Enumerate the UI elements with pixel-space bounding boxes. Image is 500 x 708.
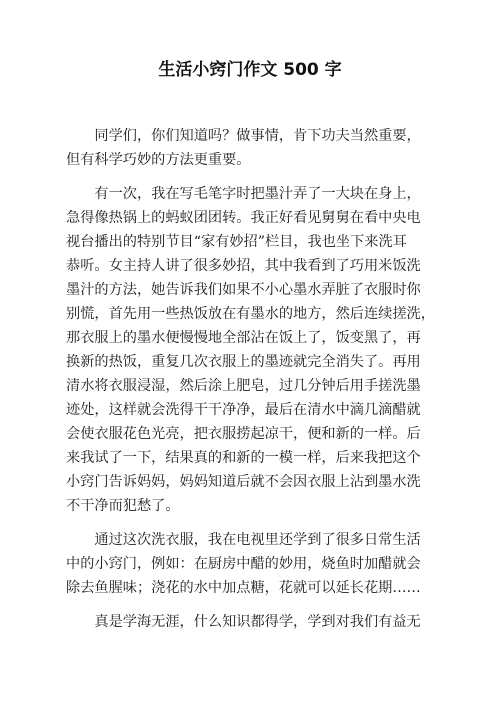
text-line: 换新的热饭，重复几次衣服上的墨迹就完全消失了。再用: [66, 354, 421, 370]
paragraph: [66, 182, 438, 518]
text-line: 急得像热锅上的蚂蚁团团转。我正好看见舅舅在看中央电: [66, 210, 421, 226]
text-line: 视台播出的特别节目“家有妙招”栏目，我也坐下来洗耳: [66, 234, 407, 250]
text-line: 来我试了一下，结果真的和新的一模一样，后来我把这个: [66, 450, 421, 466]
text-line: 迹处，这样就会洗得干干净净，最后在清水中滴几滴醋就: [66, 402, 421, 418]
text-line: 中的小窍门，例如：在厨房中醋的妙用，烧鱼时加醋就会: [66, 556, 421, 572]
text-line: 不干净而犯愁了。: [66, 498, 180, 514]
paragraph: [66, 610, 438, 634]
page-title: 生活小窍门作文 500 字: [158, 60, 342, 80]
paragraph: [66, 124, 438, 172]
text-line: 真是学海无涯，什么知识都得学，学到对我们有益无: [66, 614, 421, 630]
text-line: 除去鱼腥味；浇花的水中加点糖，花就可以延长花期……: [66, 580, 421, 596]
text-line: 清水将衣服浸湿，然后涂上肥皂，过几分钟后用手搓洗墨: [66, 378, 421, 394]
text-line: 同学们，你们知道吗？做事情，肯下功夫当然重要，: [66, 128, 421, 144]
paragraph: [66, 528, 438, 600]
text-line: 那衣服上的墨水便慢慢地全部沾在饭上了，饭变黑了，再: [66, 330, 421, 346]
article-body: [66, 124, 438, 634]
text-line: 会使衣服花色光亮，把衣服捞起凉干，便和新的一样。后: [66, 426, 421, 442]
text-line: 别慌，首先用一些热饭放在有墨水的地方，然后连续搓洗，: [66, 306, 435, 322]
text-line: 但有科学巧妙的方法更重要。: [66, 152, 251, 168]
text-line: 小窍门告诉妈妈，妈妈知道后就不会因衣服上沾到墨水洗: [66, 474, 421, 490]
text-line: 通过这次洗衣服，我在电视里还学到了很多日常生活: [66, 532, 421, 548]
text-line: 墨汁的方法，她告诉我们如果不小心墨水弄脏了衣服时你: [66, 282, 421, 298]
text-line: 有一次，我在写毛笔字时把墨汁弄了一大块在身上，: [66, 186, 421, 202]
text-line: 恭听。女主持人讲了很多妙招，其中我看到了巧用米饭洗: [66, 258, 421, 274]
